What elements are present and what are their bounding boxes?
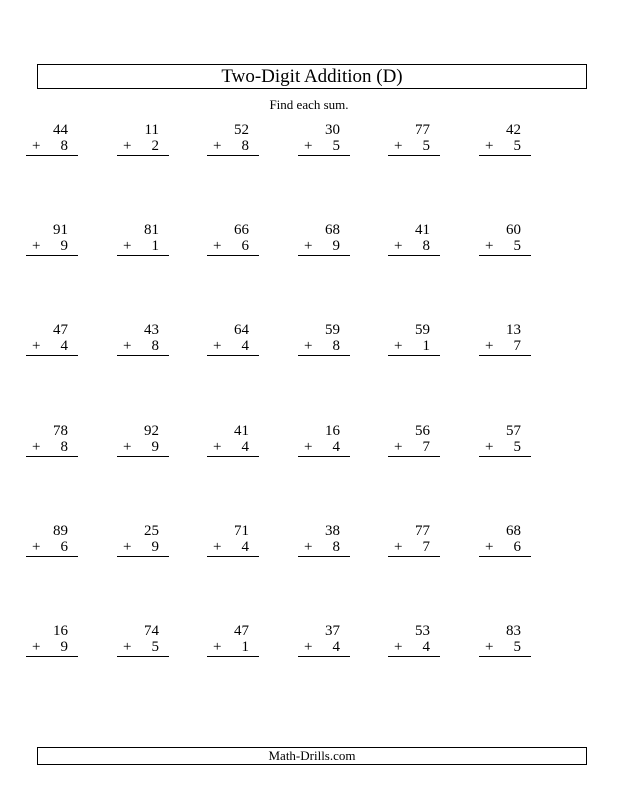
plus-sign: + <box>123 439 132 455</box>
addend-bottom-line <box>26 138 78 156</box>
addend-bottom-line <box>479 439 531 457</box>
addition-problem <box>26 523 78 557</box>
addend-bottom-line <box>479 539 531 557</box>
addend-top: 44 <box>53 122 68 138</box>
plus-sign: + <box>123 138 132 154</box>
addend-top: 16 <box>325 423 340 439</box>
addend-top: 13 <box>506 322 521 338</box>
addend-top: 43 <box>144 322 159 338</box>
addition-problem <box>207 523 259 557</box>
addend-bottom-line <box>388 539 440 557</box>
addition-problem <box>26 623 78 657</box>
addend-top: 53 <box>415 623 430 639</box>
addition-problem <box>298 423 350 457</box>
addend-bottom-line <box>298 138 350 156</box>
plus-sign: + <box>485 238 494 254</box>
addend-bottom-line <box>207 639 259 657</box>
plus-sign: + <box>123 238 132 254</box>
addend-bottom: 1 <box>422 338 430 354</box>
worksheet-title-text: Two-Digit Addition (D) <box>221 65 403 87</box>
addend-bottom: 5 <box>422 138 430 154</box>
plus-sign: + <box>32 238 41 254</box>
addend-top: 41 <box>415 222 430 238</box>
addend-top: 59 <box>415 322 430 338</box>
addend-bottom: 4 <box>332 439 340 455</box>
plus-sign: + <box>213 439 222 455</box>
addend-top: 81 <box>144 222 159 238</box>
addition-problem <box>117 222 169 256</box>
addend-top: 52 <box>234 122 249 138</box>
addend-bottom: 7 <box>513 338 521 354</box>
addend-bottom: 4 <box>241 539 249 555</box>
addition-problem <box>207 122 259 156</box>
worksheet-title <box>37 64 587 89</box>
addend-bottom: 6 <box>241 238 249 254</box>
addend-top: 25 <box>144 523 159 539</box>
addend-bottom: 8 <box>332 539 340 555</box>
addend-bottom: 1 <box>151 238 159 254</box>
plus-sign: + <box>32 539 41 555</box>
plus-sign: + <box>394 439 403 455</box>
plus-sign: + <box>485 439 494 455</box>
addend-top: 60 <box>506 222 521 238</box>
addend-bottom: 9 <box>60 639 68 655</box>
addend-bottom-line <box>388 338 440 356</box>
plus-sign: + <box>32 138 41 154</box>
addend-bottom-line <box>207 238 259 256</box>
addend-bottom: 9 <box>151 439 159 455</box>
addend-bottom: 4 <box>422 639 430 655</box>
plus-sign: + <box>394 138 403 154</box>
addend-bottom-line <box>207 539 259 557</box>
addition-problem <box>479 222 531 256</box>
plus-sign: + <box>32 639 41 655</box>
addition-problem <box>388 322 440 356</box>
plus-sign: + <box>485 639 494 655</box>
addend-top: 68 <box>325 222 340 238</box>
addend-bottom: 9 <box>332 238 340 254</box>
addition-problem <box>117 322 169 356</box>
addition-problem <box>388 423 440 457</box>
addend-bottom-line <box>117 539 169 557</box>
addend-bottom: 8 <box>60 138 68 154</box>
addition-problem <box>207 623 259 657</box>
addend-bottom-line <box>26 338 78 356</box>
addend-bottom-line <box>298 439 350 457</box>
addend-top: 78 <box>53 423 68 439</box>
addend-bottom-line <box>479 138 531 156</box>
addend-bottom: 5 <box>332 138 340 154</box>
addition-problem <box>479 523 531 557</box>
addend-top: 47 <box>53 322 68 338</box>
addition-problem <box>298 523 350 557</box>
addend-top: 91 <box>53 222 68 238</box>
addition-problem <box>207 322 259 356</box>
plus-sign: + <box>32 338 41 354</box>
addition-problem <box>207 222 259 256</box>
addend-top: 16 <box>53 623 68 639</box>
addend-top: 74 <box>144 623 159 639</box>
plus-sign: + <box>32 439 41 455</box>
addend-bottom: 5 <box>151 639 159 655</box>
plus-sign: + <box>213 338 222 354</box>
plus-sign: + <box>123 639 132 655</box>
addend-bottom: 9 <box>60 238 68 254</box>
addend-top: 64 <box>234 322 249 338</box>
addition-problem <box>479 623 531 657</box>
addend-top: 77 <box>415 122 430 138</box>
addend-top: 41 <box>234 423 249 439</box>
addend-bottom-line <box>388 238 440 256</box>
plus-sign: + <box>304 138 313 154</box>
plus-sign: + <box>394 338 403 354</box>
addition-problem <box>388 222 440 256</box>
addend-bottom-line <box>479 639 531 657</box>
addend-bottom-line <box>207 338 259 356</box>
plus-sign: + <box>304 238 313 254</box>
addend-bottom: 7 <box>422 439 430 455</box>
addend-bottom: 8 <box>60 439 68 455</box>
addition-problem <box>388 122 440 156</box>
addend-top: 77 <box>415 523 430 539</box>
addend-bottom: 6 <box>60 539 68 555</box>
addend-top: 42 <box>506 122 521 138</box>
plus-sign: + <box>213 238 222 254</box>
footer <box>37 747 587 765</box>
addend-bottom-line <box>117 439 169 457</box>
addend-bottom-line <box>207 138 259 156</box>
addition-problem <box>117 623 169 657</box>
plus-sign: + <box>213 539 222 555</box>
addition-problem <box>117 423 169 457</box>
addend-bottom-line <box>388 439 440 457</box>
addend-top: 83 <box>506 623 521 639</box>
plus-sign: + <box>485 138 494 154</box>
addend-bottom-line <box>388 138 440 156</box>
addend-bottom-line <box>298 539 350 557</box>
plus-sign: + <box>394 639 403 655</box>
addend-top: 66 <box>234 222 249 238</box>
addend-top: 92 <box>144 423 159 439</box>
addend-bottom: 1 <box>241 639 249 655</box>
addition-problem <box>479 322 531 356</box>
plus-sign: + <box>485 338 494 354</box>
addend-bottom-line <box>117 238 169 256</box>
addition-problem <box>388 523 440 557</box>
plus-sign: + <box>304 639 313 655</box>
addition-problem <box>117 122 169 156</box>
addend-bottom-line <box>26 238 78 256</box>
footer-text: Math-Drills.com <box>268 748 356 763</box>
addend-top: 59 <box>325 322 340 338</box>
plus-sign: + <box>213 639 222 655</box>
addend-top: 47 <box>234 623 249 639</box>
addend-top: 37 <box>325 623 340 639</box>
addend-bottom: 4 <box>60 338 68 354</box>
addend-bottom-line <box>479 238 531 256</box>
addition-problem <box>26 222 78 256</box>
addend-bottom: 2 <box>151 138 159 154</box>
addend-top: 30 <box>325 122 340 138</box>
addend-bottom-line <box>479 338 531 356</box>
plus-sign: + <box>304 439 313 455</box>
addition-problem <box>388 623 440 657</box>
addend-bottom-line <box>298 639 350 657</box>
addition-problem <box>479 423 531 457</box>
addend-bottom-line <box>298 238 350 256</box>
addend-bottom: 5 <box>513 238 521 254</box>
addition-problem <box>298 623 350 657</box>
addition-problem <box>479 122 531 156</box>
addend-top: 56 <box>415 423 430 439</box>
addend-top: 71 <box>234 523 249 539</box>
addend-bottom-line <box>207 439 259 457</box>
addend-bottom: 5 <box>513 439 521 455</box>
plus-sign: + <box>485 539 494 555</box>
plus-sign: + <box>304 539 313 555</box>
addend-bottom-line <box>117 639 169 657</box>
addend-bottom: 4 <box>241 338 249 354</box>
plus-sign: + <box>213 138 222 154</box>
addend-bottom: 5 <box>513 639 521 655</box>
addend-bottom-line <box>26 639 78 657</box>
addend-bottom: 6 <box>513 539 521 555</box>
addend-bottom: 7 <box>422 539 430 555</box>
addend-bottom: 4 <box>332 639 340 655</box>
addition-problem <box>298 122 350 156</box>
addition-problem <box>117 523 169 557</box>
addend-bottom: 9 <box>151 539 159 555</box>
addend-bottom: 8 <box>422 238 430 254</box>
addend-bottom-line <box>117 138 169 156</box>
addend-bottom-line <box>388 639 440 657</box>
addition-problem <box>26 122 78 156</box>
plus-sign: + <box>123 338 132 354</box>
addend-bottom-line <box>117 338 169 356</box>
addend-bottom-line <box>298 338 350 356</box>
addend-bottom: 8 <box>332 338 340 354</box>
addend-bottom: 4 <box>241 439 249 455</box>
plus-sign: + <box>123 539 132 555</box>
addition-problem <box>26 322 78 356</box>
addition-problem <box>26 423 78 457</box>
plus-sign: + <box>394 238 403 254</box>
addition-problem <box>207 423 259 457</box>
plus-sign: + <box>394 539 403 555</box>
addend-top: 89 <box>53 523 68 539</box>
addend-bottom-line <box>26 439 78 457</box>
addend-bottom: 5 <box>513 138 521 154</box>
addend-top: 38 <box>325 523 340 539</box>
addend-bottom: 8 <box>151 338 159 354</box>
addition-problem <box>298 322 350 356</box>
plus-sign: + <box>304 338 313 354</box>
addition-problem <box>298 222 350 256</box>
addend-top: 57 <box>506 423 521 439</box>
addend-bottom: 8 <box>241 138 249 154</box>
instructions: Find each sum. <box>269 97 349 112</box>
addend-top: 11 <box>144 122 159 138</box>
addend-bottom-line <box>26 539 78 557</box>
addend-top: 68 <box>506 523 521 539</box>
